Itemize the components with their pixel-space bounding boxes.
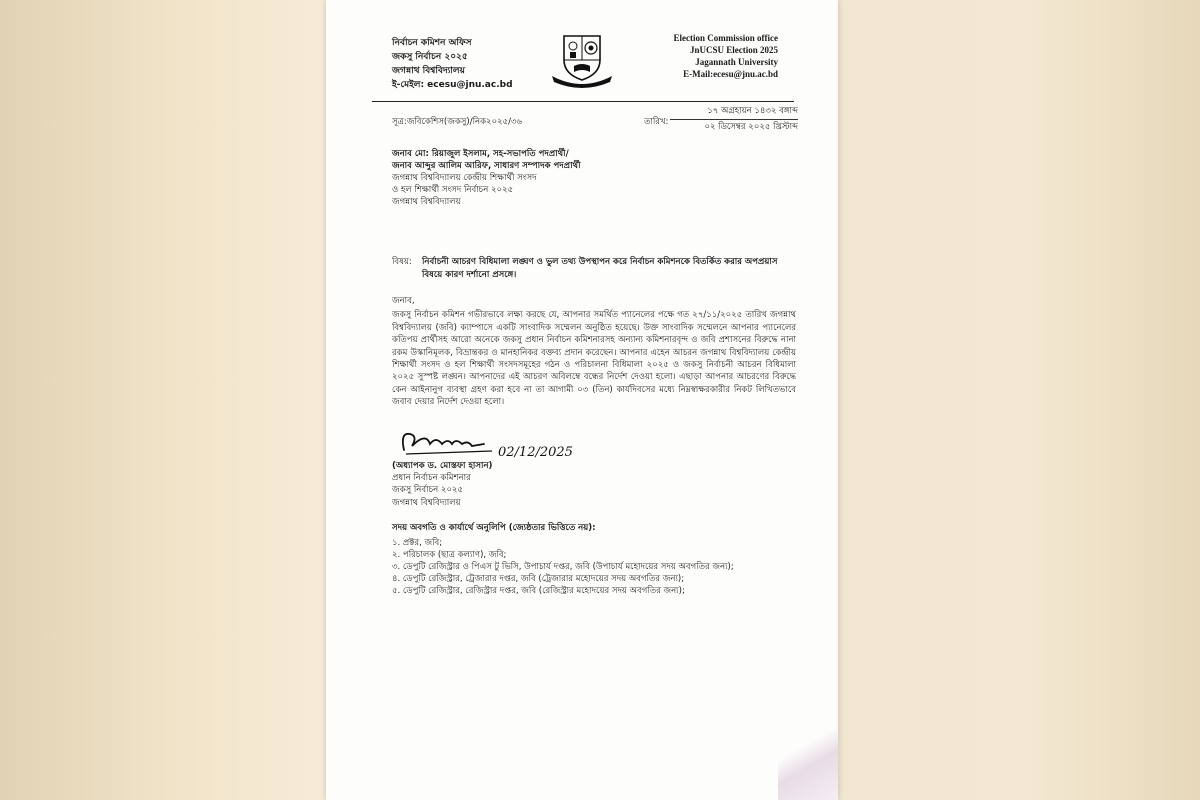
handwritten-date: 02/12/2025 — [498, 445, 573, 460]
signatory-institution: জগন্নাথ বিশ্ববিদ্যালয় — [392, 497, 461, 508]
email-bangla: ই-মেইল: ecesu@jnu.ac.bd — [392, 80, 513, 90]
list-item: ১. প্রক্টর, জবি; — [392, 538, 443, 548]
university-name-en: Jagannath University — [695, 57, 778, 67]
date-block — [670, 104, 798, 135]
page-corner-fold — [778, 710, 838, 800]
list-item: ৫. ডেপুটি রেজিস্ট্রার, রেজিস্ট্রার দপ্তর, জবি (রেজিস্ট্রার মহোদয়ের সদয় অবগতির জন্য); — [392, 586, 685, 596]
copy-list — [392, 522, 734, 597]
body-paragraph: জকসু নির্বাচন কমিশন গভীরভাবে লক্ষ্য করছে যে, আপনার সমর্থিত প্যানেলের পক্ষে গত ২৭/১১/২০২৫ তারিখ জগন্নাথ বিশ্ববিদ্যালয় (জবি) ক্যাম্পাসে একটি সাংবাদিক সম্মেলন অনুষ্ঠিত হয়েছে। উক্ত সাংবাদিক সম্মেলনে আপনার প্যানেলের কতিপয় প্রার্থীসহ আরো অনেকে জকসু প্রধান নির্বাচন কমিশনারসহ অন্যান্য কমিশনারবৃন্দ ও জবি প্রশাসনের বিরুদ্ধে নানা রকম উস্কানিমূলক, বিভ্রান্তকর ও মানহানিকর বক্তব্য প্রদান করেছেন। আপনার এহেন আচরন জগন্নাথ বিশ্ববিদ্যালয় কেন্দ্রীয় শিক্ষার্থী সংসদ ও হল শিক্ষার্থী সংসদসমূহের গঠন ও পরিচালনা বিধিমালা ২০২৫ ও জকসু নির্বাচনী আচরন বিধিমালা ২০২৫ সুস্পষ্ট লঙ্ঘন। আপনাদের এই আচরণ অবিলম্বে বন্ধের নির্দেশ দেওয়া হলো। এছাড়া আপনার আচরণের বিরুদ্ধে কেন আইনানুগ ব্যবস্থা গ্রহণ করা হবে না তা আগামী ০৩ (তিন) কার্যদিবসের মধ্যে নিম্নস্বাক্ষরকারীর নিকট লিখিতভাবে জবাব দেয়ার নির্দেশ দেওয়া হলো। — [392, 310, 796, 408]
signature-icon — [396, 424, 586, 460]
letter-body — [392, 295, 796, 409]
email-en: E-Mail:ecesu@jnu.ac.bd — [683, 69, 778, 79]
office-name-en: Election Commission office — [673, 33, 778, 43]
header-divider — [372, 101, 794, 102]
office-name: নির্বাচন কমিশন অফিস — [392, 38, 472, 48]
letter-page — [326, 0, 838, 800]
list-item: ৩. ডেপুটি রেজিস্ট্রার ও পিএস টু ভিসি, উপাচার্য দপ্তর, জবি (উপাচার্য মহোদয়ের সদয় অবগতির জন্য); — [392, 562, 734, 572]
signatory-title: প্রধান নির্বাচন কমিশনার — [392, 473, 471, 484]
reference-number: সূত্র:জবিকেশিস(জকসু)/নিক২০২৫/৩৬ — [392, 117, 523, 127]
list-item: ৪. ডেপুটি রেজিস্ট্রার, ট্রেজারার দপ্তর, জবি (ট্রেজারার মহোদয়ের সদয় অবগতির জন্য); — [392, 574, 685, 584]
addressee-line: ও হল শিক্ষার্থী সংসদ নির্বাচন ২০২৫ — [392, 185, 514, 195]
university-name: জগন্নাথ বিশ্ববিদ্যালয় — [392, 66, 465, 76]
signatory-block — [392, 460, 492, 509]
date-label: তারিখ: — [644, 117, 669, 127]
addressee-line: জনাব মো: রিয়াজুল ইসলাম, সহ-সভাপতি পদপ্রার্থী/ — [392, 149, 569, 159]
election-name: জকসু নির্বাচন ২০২৫ — [392, 52, 468, 62]
university-logo-icon — [548, 30, 616, 88]
addressee-line: জনাব আব্দুর আলিম আরিফ, সাধারণ সম্পাদক পদপ্রার্থী — [392, 161, 581, 171]
addressee-block — [392, 148, 581, 208]
copy-heading: সদয় অবগতি ও কার্যার্থে অনুলিপি (জ্যেষ্ঠতার ভিত্তিতে নয়): — [392, 523, 596, 533]
signatory-election: জকসু নির্বাচন ২০২৫ — [392, 485, 464, 496]
addressee-line: জগন্নাথ বিশ্ববিদ্যালয় — [392, 197, 461, 207]
subject-label: বিষয়: — [392, 257, 412, 267]
date-bangla: ১৭ অগ্রহায়ন ১৪৩২ বঙ্গাব্দ — [670, 104, 798, 120]
subject-text: নির্বাচনী আচরণ বিধিমালা লঙ্ঘণ ও ভুল তথ্য উপস্থাপন করে নির্বাচন কমিশনকে বিতর্কিত করার অপপ্রয়াস বিষয়ে কারণ দর্শানো প্রসঙ্গে। — [422, 257, 778, 280]
salutation: জনাব, — [392, 296, 415, 306]
list-item: ২. পরিচালক (ছাত্র কল্যাণ), জবি; — [392, 550, 507, 560]
signatory-name: (অধ্যাপক ড. মোস্তফা হাসান) — [392, 461, 493, 471]
header-right-english — [674, 32, 778, 80]
election-name-en: JnUCSU Election 2025 — [689, 45, 778, 55]
subject-block — [392, 256, 794, 282]
addressee-line: জগন্নাথ বিশ্ববিদ্যালয় কেন্দ্রীয় শিক্ষার্থী সংসদ — [392, 173, 537, 183]
header-left-bangla — [392, 36, 513, 92]
date-english: ০২ ডিসেম্বর ২০২৫ খ্রিস্টাব্দ — [704, 122, 798, 132]
